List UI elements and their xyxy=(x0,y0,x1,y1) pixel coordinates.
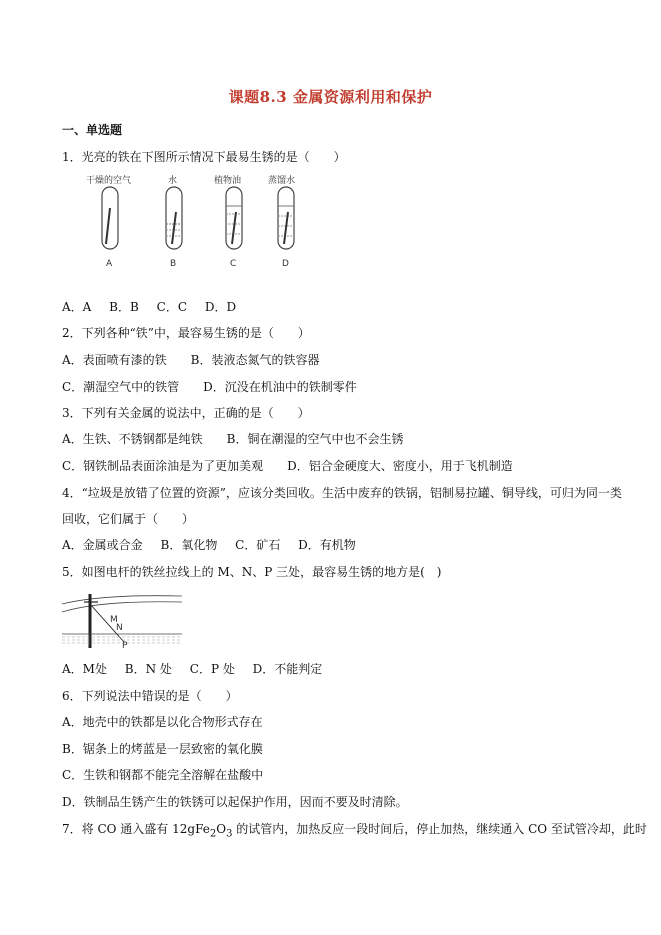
question-4-options xyxy=(62,536,370,553)
q5-option-b[interactable]: B．N 处 xyxy=(124,662,172,676)
question-4-stem-line-2: 回收，它们属于（ ） xyxy=(62,512,195,526)
question-7-stem xyxy=(62,820,647,839)
q4-option-c[interactable]: C．矿石 xyxy=(235,538,281,552)
q4-option-a[interactable]: A．金属或合金 xyxy=(62,538,143,552)
q7-subscript-3: 3 xyxy=(226,828,233,840)
question-1-options xyxy=(62,298,250,315)
page-title: 课题8.3 金属资源利用和保护 xyxy=(228,88,433,106)
question-3-stem: 3．下列有关金属的说法中，正确的是（ ） xyxy=(62,406,310,420)
q6-option-b[interactable]: B．锯条上的烤蓝是一层致密的氧化膜 xyxy=(62,742,263,756)
q1-option-a[interactable]: A．A xyxy=(62,300,92,314)
label-n: N xyxy=(116,623,123,633)
label-m: M xyxy=(110,615,118,625)
test-tubes-figure xyxy=(86,172,316,272)
q4-option-d[interactable]: D．有机物 xyxy=(298,538,356,552)
q6-option-a[interactable]: A．地壳中的铁都是以化合物形式存在 xyxy=(62,715,263,729)
test-tube-c xyxy=(226,187,242,249)
question-2-stem: 2．下列各种“铁”中，最容易生锈的是（ ） xyxy=(62,326,310,340)
q7-text-before: 7．将 CO 通入盛有 12g xyxy=(62,822,196,836)
letter-d: D xyxy=(282,259,289,269)
letter-a: A xyxy=(106,259,113,269)
q6-option-c[interactable]: C．生铁和钢都不能完全溶解在盐酸中 xyxy=(62,768,264,782)
utility-pole-figure xyxy=(62,590,182,650)
iron-nail-c xyxy=(232,212,236,244)
q3-options-line-2[interactable]: C．钢铁制品表面涂油是为了更加美观 D．铝合金硬度大、密度小，用于飞机制造 xyxy=(62,459,513,473)
letter-b: B xyxy=(170,259,177,269)
q4-option-b[interactable]: B．氧化物 xyxy=(160,538,218,552)
q2-options-line-2[interactable]: C．潮湿空气中的铁管 D．沉没在机油中的铁制零件 xyxy=(62,380,357,394)
q7-text-after: 的试管内，加热反应一段时间后，停止加热，继续通入 CO 至试管冷却，此时 xyxy=(232,822,647,836)
test-tube-a xyxy=(102,187,118,249)
question-5-options xyxy=(62,660,336,677)
label-water: 水 xyxy=(168,176,178,186)
q1-option-b[interactable]: B．B xyxy=(109,300,139,314)
q3-options-line-1[interactable]: A．生铁、不锈钢都是纯铁 B．铜在潮湿的空气中也不会生锈 xyxy=(62,432,404,446)
test-tube-d xyxy=(278,187,294,249)
q7-subscript-2: 2 xyxy=(209,828,217,840)
q5-option-c[interactable]: C．P 处 xyxy=(189,662,235,676)
label-distilled-water: 蒸馏水 xyxy=(268,176,296,186)
q5-option-a[interactable]: A．M处 xyxy=(62,662,107,676)
label-plant-oil: 植物油 xyxy=(214,176,242,186)
section-heading: 一、单选题 xyxy=(62,123,123,137)
q7-formula-o: O xyxy=(216,822,227,836)
iron-nail-a xyxy=(106,208,110,244)
iron-nail-d xyxy=(284,212,288,244)
power-line-2 xyxy=(62,602,182,612)
q1-option-d[interactable]: D．D xyxy=(204,300,237,314)
letter-c: C xyxy=(230,259,237,269)
label-dry-air: 干燥的空气 xyxy=(86,176,132,186)
question-4-stem-line-1: 4．“垃圾是放错了位置的资源”，应该分类回收。生活中废弃的铁锅，铝制易拉罐、铜导线，可归为同一类 xyxy=(62,486,622,500)
q1-option-c[interactable]: C．C xyxy=(156,300,188,314)
question-5-stem: 5．如图电杆的铁丝拉线上的 M、N、P 三处，最容易生锈的地方是( ) xyxy=(62,565,442,579)
label-p: P xyxy=(122,641,128,650)
test-tube-b xyxy=(166,187,182,249)
q7-formula-fe: Fe xyxy=(195,822,210,836)
q6-option-d[interactable]: D．铁制品生锈产生的铁锈可以起保护作用，因而不要及时清除。 xyxy=(62,795,408,809)
q2-options-line-1[interactable]: A．表面喷有漆的铁 B．装液态氮气的铁容器 xyxy=(62,353,320,367)
q5-option-d[interactable]: D．不能判定 xyxy=(252,662,323,676)
iron-nail-b xyxy=(172,212,176,244)
question-1-stem: 1．光亮的铁在下图所示情况下最易生锈的是（ ） xyxy=(62,150,346,164)
question-6-stem: 6．下列说法中错误的是（ ） xyxy=(62,689,238,703)
